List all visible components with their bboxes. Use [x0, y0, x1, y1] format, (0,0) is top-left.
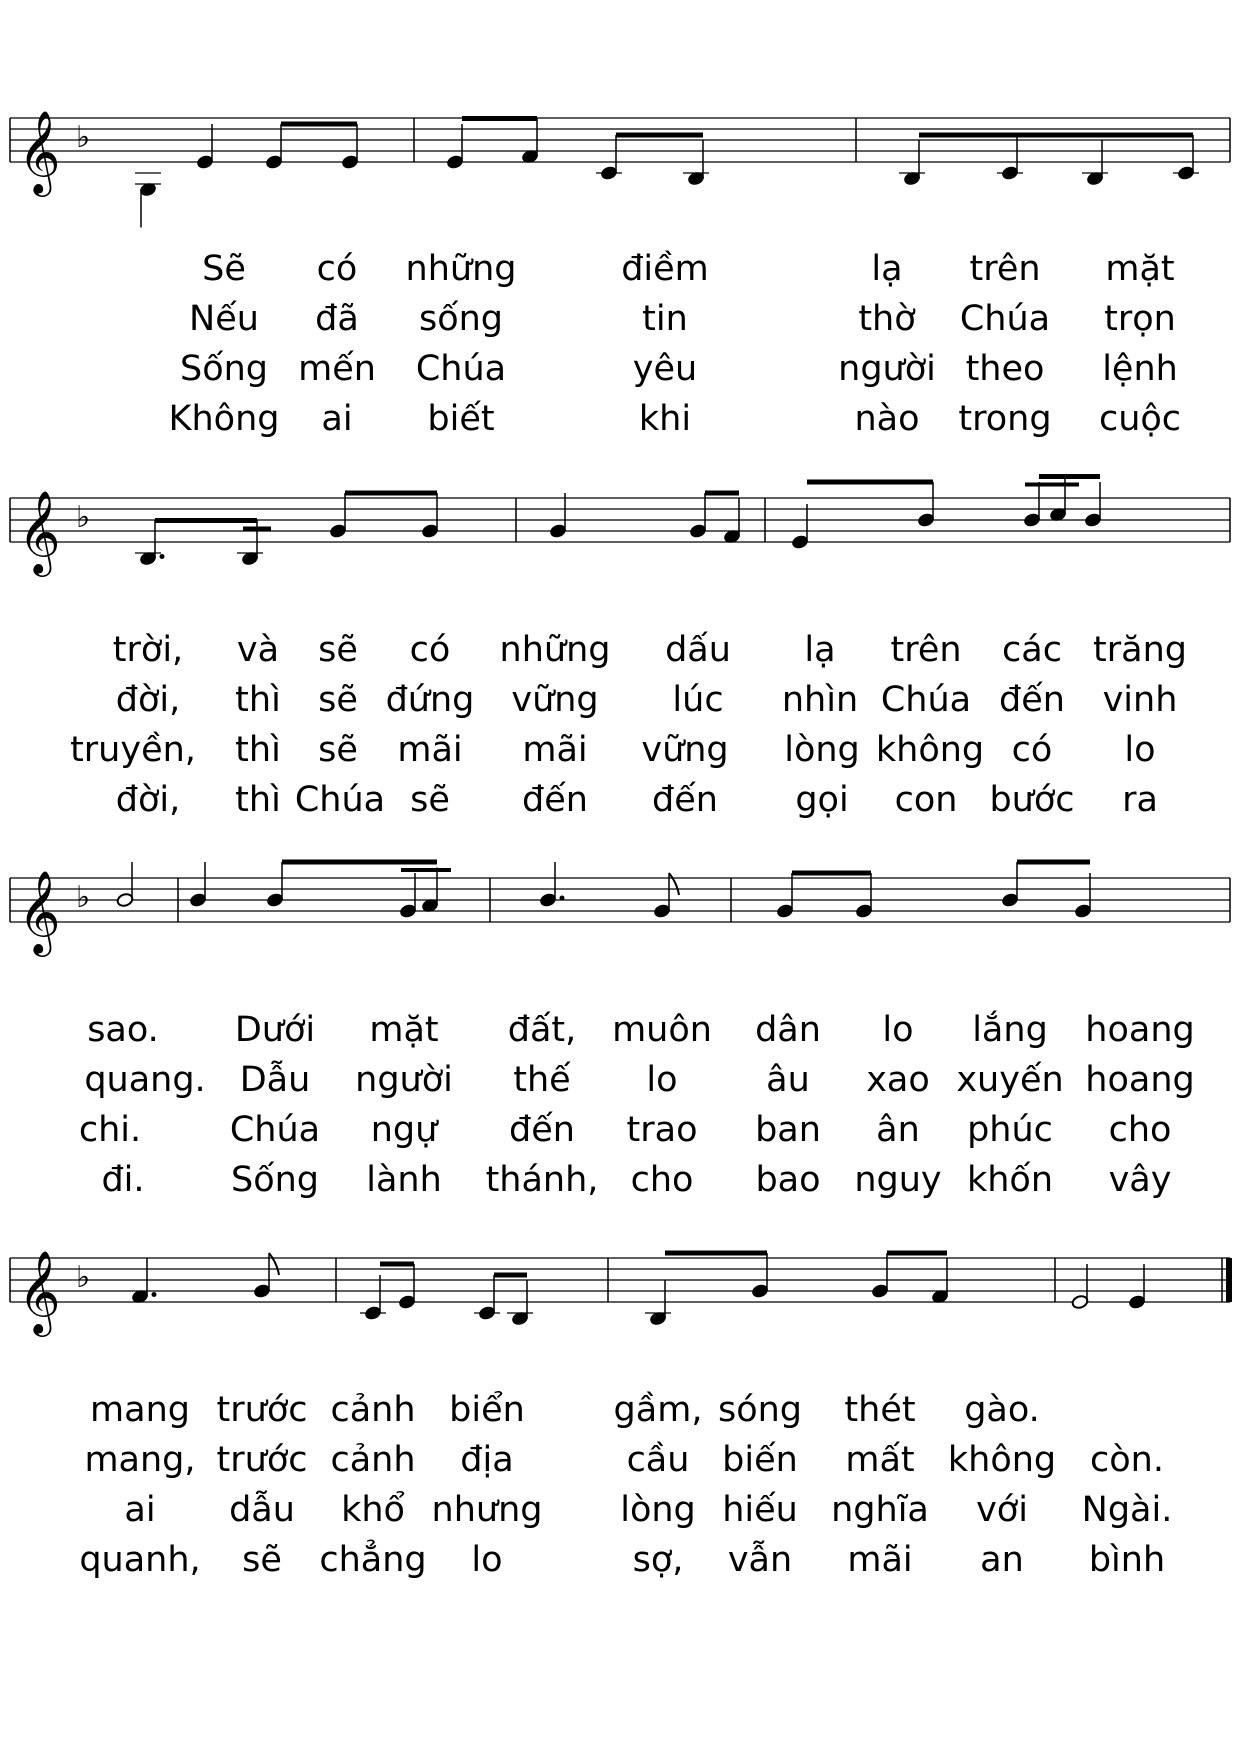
lyric-syllable: thờ: [858, 299, 916, 339]
lyric-syllable: Ngài.: [1081, 1490, 1173, 1530]
lyric-syllable: mến: [298, 349, 376, 389]
lyric-syllable: đã: [315, 299, 359, 339]
lyric-syllable: phúc: [967, 1110, 1053, 1150]
lyric-syllable: sẽ: [242, 1540, 282, 1580]
lyric-syllable: Chúa: [959, 299, 1051, 339]
lyric-syllable: có: [1011, 730, 1053, 770]
lyric-syllable: muôn: [612, 1010, 712, 1050]
lyric-syllable: cho: [630, 1160, 694, 1200]
note-flag: [669, 873, 679, 895]
lyric-syllable: trời,: [112, 630, 184, 670]
lyric-syllable: lo: [646, 1060, 678, 1100]
lyric-syllable: lệnh: [1102, 349, 1178, 389]
lyric-syllable: lo: [471, 1540, 503, 1580]
lyric-syllable: biến: [722, 1440, 798, 1480]
lyric-syllable: vẫn: [727, 1540, 793, 1580]
lyric-syllable: điềm: [621, 249, 709, 289]
lyric-syllable: trong: [958, 399, 1052, 439]
lyric-syllable: mất: [845, 1440, 915, 1480]
lyric-syllable: cuộc: [1098, 399, 1182, 439]
lyric-syllable: đi.: [101, 1160, 145, 1200]
lyric-syllable: quanh,: [79, 1540, 201, 1580]
lyric-syllable: khốn: [966, 1160, 1054, 1200]
lyric-syllable: còn.: [1090, 1440, 1164, 1480]
lyric-syllable: tin: [642, 299, 688, 339]
lyric-syllable: biết: [427, 399, 495, 439]
lyric-syllable: trước: [216, 1440, 308, 1480]
lyric-syllable: vây: [1108, 1160, 1172, 1200]
lyric-syllable: thì: [235, 680, 281, 720]
lyric-syllable: nguy: [854, 1160, 942, 1200]
staff-system-2: [10, 477, 1230, 578]
lyric-syllable: Sẽ: [202, 249, 246, 289]
lyric-syllable: gào.: [964, 1390, 1040, 1430]
treble-clef-icon: 𝄞: [18, 869, 61, 953]
lyric-syllable: đứng: [385, 680, 475, 720]
lyric-syllable: theo: [965, 349, 1045, 389]
lyric-syllable: hiếu: [722, 1490, 798, 1530]
lyric-syllable: vinh: [1102, 680, 1178, 720]
dot: [560, 896, 565, 901]
lyric-syllable: bao: [755, 1160, 821, 1200]
lyric-syllable: chẳng: [319, 1540, 427, 1580]
final-barline-thick: [1226, 1258, 1232, 1302]
lyric-syllable: chi.: [78, 1110, 142, 1150]
lyric-syllable: lành: [366, 1160, 442, 1200]
lyric-syllable: bình: [1088, 1540, 1166, 1580]
lyric-syllable: Chúa: [294, 780, 386, 820]
lyric-syllable: xao: [866, 1060, 930, 1100]
staff-system-3: [10, 862, 1230, 957]
lyric-syllable: vững: [641, 730, 729, 770]
lyric-syllable: đến: [652, 780, 718, 820]
lyric-syllable: bước: [989, 780, 1075, 820]
lyric-syllable: mãi: [847, 1540, 913, 1580]
dot: [160, 554, 165, 559]
lyric-syllable: có: [316, 249, 358, 289]
note-flag: [269, 1253, 279, 1275]
lyric-syllable: đời,: [115, 680, 181, 720]
lyric-syllable: mặt: [369, 1010, 439, 1050]
lyric-syllable: gọi: [795, 780, 849, 820]
lyric-syllable: trăng: [1093, 630, 1187, 670]
lyric-syllable: khổ: [341, 1490, 405, 1530]
lyric-syllable: hoang: [1085, 1010, 1195, 1050]
lyric-syllable: Chúa: [880, 680, 972, 720]
lyric-syllable: đến: [509, 1110, 575, 1150]
lyric-syllable: ân: [876, 1110, 920, 1150]
lyric-syllable: người: [355, 1060, 453, 1100]
lyric-syllable: biển: [449, 1390, 525, 1430]
lyric-syllable: gầm,: [613, 1390, 703, 1430]
lyric-syllable: cho: [1108, 1110, 1172, 1150]
lyric-syllable: Chúa: [229, 1110, 321, 1150]
lyric-syllable: ai: [321, 399, 353, 439]
treble-clef-icon: 𝄞: [18, 1249, 61, 1333]
lyric-syllable: nhưng: [431, 1490, 543, 1530]
lyric-syllable: đến: [522, 780, 588, 820]
lyric-syllable: sẽ: [410, 780, 450, 820]
lyric-syllable: Sống: [179, 349, 269, 389]
lyric-syllable: nghĩa: [831, 1490, 929, 1530]
lyric-syllable: truyền,: [70, 730, 196, 770]
lyric-syllable: lo: [1124, 730, 1156, 770]
lyric-syllable: có: [409, 630, 451, 670]
lyric-syllable: trên: [969, 249, 1041, 289]
lyric-syllable: mặt: [1105, 249, 1175, 289]
lyric-syllable: Nếu: [189, 299, 259, 339]
lyric-syllable: lắng: [972, 1010, 1048, 1050]
lyric-syllable: dẫu: [229, 1490, 295, 1530]
lyric-syllable: những: [499, 630, 611, 670]
lyric-syllable: trên: [890, 630, 962, 670]
lyric-syllable: dân: [755, 1010, 821, 1050]
lyric-syllable: trao: [626, 1110, 698, 1150]
lyric-syllable: mãi: [397, 730, 463, 770]
lyric-syllable: quang.: [84, 1060, 206, 1100]
staff-system-1: [10, 109, 1230, 228]
lyric-syllable: không: [947, 1440, 1057, 1480]
lyric-syllable: thánh,: [485, 1160, 599, 1200]
lyric-syllable: lòng: [620, 1490, 696, 1530]
lyric-syllable: địa: [460, 1440, 514, 1480]
lyric-syllable: sống: [418, 299, 504, 339]
lyric-syllable: thét: [844, 1390, 916, 1430]
lyric-syllable: lo: [882, 1010, 914, 1050]
lyric-syllable: nhìn: [781, 680, 859, 720]
lyric-syllable: hoang: [1085, 1060, 1195, 1100]
lyric-syllable: sao.: [87, 1010, 159, 1050]
lyric-syllable: sợ,: [632, 1540, 684, 1580]
lyric-syllable: âu: [766, 1060, 810, 1100]
lyric-syllable: đến: [999, 680, 1065, 720]
treble-clef-icon: 𝄞: [18, 109, 61, 193]
flat-key-signature-icon: ♭: [76, 500, 91, 535]
flat-key-signature-icon: ♭: [76, 1260, 91, 1295]
lyric-syllable: ngự: [370, 1110, 438, 1150]
lyric-syllable: mãi: [522, 730, 588, 770]
lyric-syllable: các: [1002, 630, 1062, 670]
lyric-syllable: sẽ: [318, 730, 358, 770]
lyric-syllable: Dưới: [234, 1010, 316, 1050]
lyric-syllable: ai: [124, 1490, 156, 1530]
lyric-syllable: những: [405, 249, 517, 289]
lyric-syllable: thế: [513, 1060, 571, 1100]
lyric-syllable: Sống: [230, 1160, 320, 1200]
lyric-syllable: dấu: [665, 630, 731, 670]
lyric-syllable: khi: [638, 399, 692, 439]
lyric-syllable: mang: [90, 1390, 190, 1430]
lyric-syllable: lạ: [871, 249, 903, 289]
lyric-syllable: lạ: [804, 630, 836, 670]
lyric-syllable: đời,: [115, 780, 181, 820]
lyric-syllable: vững: [511, 680, 599, 720]
lyric-syllable: lòng: [784, 730, 860, 770]
lyric-syllable: con: [894, 780, 958, 820]
lyric-syllable: ban: [755, 1110, 821, 1150]
lyric-syllable: với: [976, 1490, 1028, 1530]
lyric-syllable: cảnh: [330, 1440, 416, 1480]
lyric-syllable: sẽ: [318, 630, 358, 670]
lyric-syllable: cầu: [626, 1440, 690, 1480]
lyric-syllable: ra: [1122, 780, 1158, 820]
lyric-syllable: an: [980, 1540, 1024, 1580]
lyric-syllable: sẽ: [318, 680, 358, 720]
lyric-syllable: đất,: [507, 1010, 577, 1050]
lyric-syllable: trọn: [1104, 299, 1176, 339]
lyric-syllable: Chúa: [415, 349, 507, 389]
lyric-syllable: xuyến: [956, 1060, 1064, 1100]
flat-key-signature-icon: ♭: [76, 880, 91, 915]
staff-system-4: [10, 1249, 1232, 1337]
treble-clef-icon: 𝄞: [18, 489, 61, 573]
lyric-syllable: người: [838, 349, 936, 389]
flat-key-signature-icon: ♭: [76, 120, 91, 155]
lyric-syllable: sóng: [717, 1390, 803, 1430]
lyric-syllable: không: [875, 730, 985, 770]
lyric-syllable: mang,: [84, 1440, 196, 1480]
lyric-syllable: cảnh: [330, 1390, 416, 1430]
lyric-syllable: lúc: [672, 680, 724, 720]
lyric-syllable: thì: [235, 730, 281, 770]
lyric-syllable: trước: [216, 1390, 308, 1430]
dot: [152, 1292, 157, 1297]
lyric-syllable: nào: [854, 399, 920, 439]
lyric-syllable: Dẫu: [239, 1060, 311, 1100]
lyric-syllable: Không: [168, 399, 280, 439]
lyric-syllable: yêu: [632, 349, 698, 389]
lyric-syllable: thì: [235, 780, 281, 820]
lyric-syllable: và: [236, 630, 280, 670]
